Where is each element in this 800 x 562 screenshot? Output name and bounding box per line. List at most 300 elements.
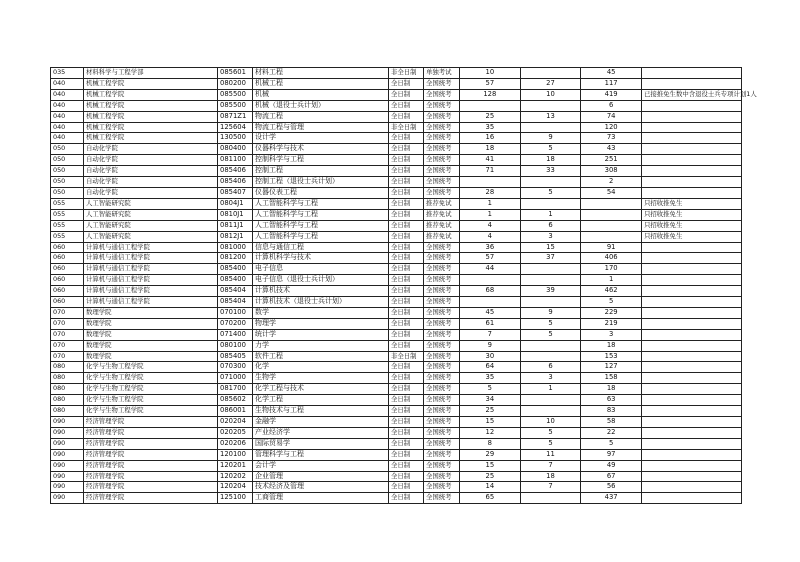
cell-college-name: 自动化学院 bbox=[84, 166, 218, 177]
cell-study-mode: 全日制 bbox=[389, 297, 424, 308]
cell-exempt-count bbox=[520, 406, 581, 417]
cell-remarks bbox=[642, 351, 742, 362]
cell-applicant-count: 97 bbox=[581, 449, 642, 460]
cell-exempt-count: 10 bbox=[520, 417, 581, 428]
cell-exam-type: 全国统考 bbox=[424, 78, 460, 89]
cell-major-code: 120204 bbox=[218, 482, 253, 493]
cell-plan-count: 18 bbox=[460, 144, 521, 155]
table-row bbox=[51, 89, 742, 100]
cell-study-mode: 全日制 bbox=[389, 78, 424, 89]
cell-major-code: 020206 bbox=[218, 438, 253, 449]
cell-major-name: 电子信息（退役士兵计划） bbox=[253, 275, 389, 286]
cell-college-name: 机械工程学院 bbox=[84, 133, 218, 144]
cell-college-name: 数理学院 bbox=[84, 351, 218, 362]
cell-major-name: 产业经济学 bbox=[253, 427, 389, 438]
cell-exam-type: 全国统考 bbox=[424, 253, 460, 264]
cell-college-code: 080 bbox=[51, 384, 84, 395]
table-row bbox=[51, 144, 742, 155]
cell-plan-count: 35 bbox=[460, 122, 521, 133]
cell-remarks bbox=[642, 253, 742, 264]
cell-applicant-count: 73 bbox=[581, 133, 642, 144]
cell-remarks bbox=[642, 111, 742, 122]
cell-major-code: 081100 bbox=[218, 155, 253, 166]
cell-major-code: 070300 bbox=[218, 362, 253, 373]
cell-exempt-count: 1 bbox=[520, 384, 581, 395]
cell-exam-type: 全国统考 bbox=[424, 493, 460, 504]
cell-study-mode: 全日制 bbox=[389, 231, 424, 242]
cell-college-code: 090 bbox=[51, 449, 84, 460]
cell-plan-count: 25 bbox=[460, 111, 521, 122]
cell-plan-count: 128 bbox=[460, 89, 521, 100]
cell-exam-type: 单独考试 bbox=[424, 68, 460, 79]
cell-college-name: 化学与生物工程学院 bbox=[84, 373, 218, 384]
table-row bbox=[51, 133, 742, 144]
cell-college-code: 090 bbox=[51, 460, 84, 471]
cell-college-name: 自动化学院 bbox=[84, 155, 218, 166]
cell-plan-count: 44 bbox=[460, 264, 521, 275]
cell-college-name: 经济管理学院 bbox=[84, 493, 218, 504]
cell-exam-type: 全国统考 bbox=[424, 471, 460, 482]
cell-exempt-count bbox=[520, 340, 581, 351]
cell-college-name: 人工智能研究院 bbox=[84, 209, 218, 220]
cell-exam-type: 全国统考 bbox=[424, 166, 460, 177]
cell-study-mode: 全日制 bbox=[389, 111, 424, 122]
cell-exam-type: 全国统考 bbox=[424, 318, 460, 329]
cell-study-mode: 全日制 bbox=[389, 460, 424, 471]
table-row bbox=[51, 493, 742, 504]
cell-major-code: 085602 bbox=[218, 395, 253, 406]
table-row bbox=[51, 187, 742, 198]
cell-applicant-count: 18 bbox=[581, 340, 642, 351]
cell-college-code: 080 bbox=[51, 395, 84, 406]
cell-major-name: 企业管理 bbox=[253, 471, 389, 482]
cell-applicant-count: 63 bbox=[581, 395, 642, 406]
cell-exam-type: 全国统考 bbox=[424, 417, 460, 428]
table-row bbox=[51, 438, 742, 449]
cell-exempt-count bbox=[520, 100, 581, 111]
cell-remarks bbox=[642, 187, 742, 198]
cell-exempt-count: 27 bbox=[520, 78, 581, 89]
cell-study-mode: 全日制 bbox=[389, 187, 424, 198]
cell-college-code: 090 bbox=[51, 438, 84, 449]
cell-college-code: 060 bbox=[51, 253, 84, 264]
cell-exam-type: 全国统考 bbox=[424, 362, 460, 373]
cell-study-mode: 全日制 bbox=[389, 242, 424, 253]
cell-plan-count: 4 bbox=[460, 231, 521, 242]
cell-college-code: 040 bbox=[51, 100, 84, 111]
cell-college-name: 数理学院 bbox=[84, 318, 218, 329]
cell-study-mode: 全日制 bbox=[389, 177, 424, 188]
cell-exam-type: 全国统考 bbox=[424, 133, 460, 144]
cell-major-name: 计算机技术（退役士兵计划） bbox=[253, 297, 389, 308]
cell-exempt-count bbox=[520, 122, 581, 133]
cell-major-code: 085406 bbox=[218, 166, 253, 177]
cell-college-name: 自动化学院 bbox=[84, 177, 218, 188]
cell-exempt-count: 37 bbox=[520, 253, 581, 264]
cell-major-code: 125604 bbox=[218, 122, 253, 133]
table-row bbox=[51, 373, 742, 384]
cell-remarks bbox=[642, 427, 742, 438]
cell-study-mode: 全日制 bbox=[389, 286, 424, 297]
cell-remarks bbox=[642, 100, 742, 111]
cell-major-name: 化学 bbox=[253, 362, 389, 373]
cell-major-name: 计算机科学与技术 bbox=[253, 253, 389, 264]
cell-college-code: 070 bbox=[51, 329, 84, 340]
cell-plan-count: 45 bbox=[460, 307, 521, 318]
cell-applicant-count: 1 bbox=[581, 275, 642, 286]
cell-college-code: 070 bbox=[51, 318, 84, 329]
cell-major-code: 070200 bbox=[218, 318, 253, 329]
cell-study-mode: 全日制 bbox=[389, 395, 424, 406]
cell-major-name: 物流工程 bbox=[253, 111, 389, 122]
cell-major-name: 设计学 bbox=[253, 133, 389, 144]
cell-plan-count bbox=[460, 275, 521, 286]
admissions-table-sheet bbox=[50, 67, 757, 504]
cell-major-name: 机械（退役士兵计划） bbox=[253, 100, 389, 111]
cell-applicant-count bbox=[581, 220, 642, 231]
cell-study-mode: 全日制 bbox=[389, 133, 424, 144]
cell-exempt-count bbox=[520, 68, 581, 79]
cell-plan-count: 34 bbox=[460, 395, 521, 406]
cell-college-name: 自动化学院 bbox=[84, 187, 218, 198]
cell-major-code: 071400 bbox=[218, 329, 253, 340]
cell-exempt-count: 7 bbox=[520, 482, 581, 493]
cell-college-name: 经济管理学院 bbox=[84, 460, 218, 471]
cell-major-name: 控制科学与工程 bbox=[253, 155, 389, 166]
cell-plan-count: 10 bbox=[460, 68, 521, 79]
cell-college-name: 数理学院 bbox=[84, 340, 218, 351]
cell-plan-count: 28 bbox=[460, 187, 521, 198]
table-row bbox=[51, 427, 742, 438]
table-row bbox=[51, 318, 742, 329]
cell-applicant-count: 153 bbox=[581, 351, 642, 362]
cell-major-code: 125100 bbox=[218, 493, 253, 504]
cell-study-mode: 全日制 bbox=[389, 384, 424, 395]
cell-applicant-count: 462 bbox=[581, 286, 642, 297]
cell-remarks bbox=[642, 329, 742, 340]
cell-exam-type: 推荐免试 bbox=[424, 231, 460, 242]
cell-major-code: 120201 bbox=[218, 460, 253, 471]
cell-applicant-count: 54 bbox=[581, 187, 642, 198]
cell-college-name: 经济管理学院 bbox=[84, 438, 218, 449]
cell-exam-type: 全国统考 bbox=[424, 395, 460, 406]
cell-study-mode: 全日制 bbox=[389, 373, 424, 384]
table-row bbox=[51, 242, 742, 253]
cell-major-name: 生物技术与工程 bbox=[253, 406, 389, 417]
cell-plan-count: 57 bbox=[460, 78, 521, 89]
cell-college-name: 计算机与通信工程学院 bbox=[84, 264, 218, 275]
cell-major-code: 080100 bbox=[218, 340, 253, 351]
cell-college-name: 化学与生物工程学院 bbox=[84, 406, 218, 417]
cell-study-mode: 全日制 bbox=[389, 449, 424, 460]
cell-exam-type: 全国统考 bbox=[424, 406, 460, 417]
cell-college-name: 经济管理学院 bbox=[84, 427, 218, 438]
cell-exam-type: 全国统考 bbox=[424, 242, 460, 253]
cell-major-name: 统计学 bbox=[253, 329, 389, 340]
cell-remarks bbox=[642, 307, 742, 318]
cell-applicant-count: 5 bbox=[581, 438, 642, 449]
cell-applicant-count: 437 bbox=[581, 493, 642, 504]
cell-remarks bbox=[642, 384, 742, 395]
cell-major-name: 软件工程 bbox=[253, 351, 389, 362]
cell-remarks bbox=[642, 482, 742, 493]
cell-study-mode: 全日制 bbox=[389, 89, 424, 100]
cell-college-code: 080 bbox=[51, 362, 84, 373]
cell-applicant-count: 22 bbox=[581, 427, 642, 438]
cell-major-code: 071000 bbox=[218, 373, 253, 384]
cell-college-code: 035 bbox=[51, 68, 84, 79]
cell-college-code: 080 bbox=[51, 406, 84, 417]
cell-study-mode: 全日制 bbox=[389, 253, 424, 264]
cell-remarks bbox=[642, 166, 742, 177]
cell-remarks bbox=[642, 493, 742, 504]
cell-applicant-count: 56 bbox=[581, 482, 642, 493]
cell-exam-type: 全国统考 bbox=[424, 427, 460, 438]
cell-college-code: 055 bbox=[51, 231, 84, 242]
cell-college-code: 040 bbox=[51, 122, 84, 133]
cell-college-code: 050 bbox=[51, 144, 84, 155]
cell-college-code: 050 bbox=[51, 187, 84, 198]
cell-college-code: 040 bbox=[51, 111, 84, 122]
table-row bbox=[51, 384, 742, 395]
cell-exempt-count: 5 bbox=[520, 427, 581, 438]
table-row bbox=[51, 395, 742, 406]
cell-study-mode: 全日制 bbox=[389, 144, 424, 155]
cell-college-name: 数理学院 bbox=[84, 329, 218, 340]
cell-college-code: 060 bbox=[51, 264, 84, 275]
cell-exam-type: 全国统考 bbox=[424, 275, 460, 286]
cell-college-code: 040 bbox=[51, 78, 84, 89]
cell-college-code: 080 bbox=[51, 373, 84, 384]
cell-applicant-count: 58 bbox=[581, 417, 642, 428]
cell-exempt-count: 6 bbox=[520, 220, 581, 231]
cell-plan-count: 36 bbox=[460, 242, 521, 253]
cell-college-code: 090 bbox=[51, 417, 84, 428]
cell-remarks bbox=[642, 318, 742, 329]
cell-major-code: 085500 bbox=[218, 89, 253, 100]
cell-exam-type: 全国统考 bbox=[424, 286, 460, 297]
cell-exempt-count bbox=[520, 493, 581, 504]
cell-applicant-count: 117 bbox=[581, 78, 642, 89]
table-row bbox=[51, 471, 742, 482]
table-row bbox=[51, 417, 742, 428]
cell-exam-type: 全国统考 bbox=[424, 111, 460, 122]
cell-exempt-count: 3 bbox=[520, 231, 581, 242]
cell-exempt-count: 39 bbox=[520, 286, 581, 297]
cell-major-name: 机械工程 bbox=[253, 78, 389, 89]
cell-exempt-count bbox=[520, 395, 581, 406]
cell-major-name: 材料工程 bbox=[253, 68, 389, 79]
cell-major-code: 0871Z1 bbox=[218, 111, 253, 122]
cell-remarks bbox=[642, 340, 742, 351]
cell-plan-count: 30 bbox=[460, 351, 521, 362]
cell-college-code: 040 bbox=[51, 133, 84, 144]
cell-major-name: 国际贸易学 bbox=[253, 438, 389, 449]
cell-exempt-count: 9 bbox=[520, 307, 581, 318]
cell-college-name: 计算机与通信工程学院 bbox=[84, 297, 218, 308]
cell-major-name: 电子信息 bbox=[253, 264, 389, 275]
cell-major-code: 0811J1 bbox=[218, 220, 253, 231]
table-row bbox=[51, 122, 742, 133]
cell-exam-type: 全国统考 bbox=[424, 177, 460, 188]
cell-remarks bbox=[642, 373, 742, 384]
table-row bbox=[51, 307, 742, 318]
cell-exempt-count: 18 bbox=[520, 471, 581, 482]
cell-college-code: 060 bbox=[51, 275, 84, 286]
cell-study-mode: 全日制 bbox=[389, 427, 424, 438]
cell-exam-type: 全国统考 bbox=[424, 460, 460, 471]
table-row bbox=[51, 406, 742, 417]
cell-college-code: 050 bbox=[51, 155, 84, 166]
cell-college-code: 060 bbox=[51, 242, 84, 253]
cell-remarks: 只招收推免生 bbox=[642, 220, 742, 231]
cell-plan-count bbox=[460, 297, 521, 308]
cell-major-name: 工商管理 bbox=[253, 493, 389, 504]
cell-remarks bbox=[642, 122, 742, 133]
cell-applicant-count: 49 bbox=[581, 460, 642, 471]
cell-remarks bbox=[642, 449, 742, 460]
cell-plan-count: 9 bbox=[460, 340, 521, 351]
cell-major-name: 会计学 bbox=[253, 460, 389, 471]
table-row bbox=[51, 166, 742, 177]
cell-remarks bbox=[642, 133, 742, 144]
cell-exam-type: 全国统考 bbox=[424, 89, 460, 100]
table-row bbox=[51, 155, 742, 166]
cell-study-mode: 全日制 bbox=[389, 275, 424, 286]
table-row bbox=[51, 351, 742, 362]
cell-major-name: 仪器仪表工程 bbox=[253, 187, 389, 198]
cell-exam-type: 全国统考 bbox=[424, 373, 460, 384]
cell-exam-type: 推荐免试 bbox=[424, 220, 460, 231]
cell-major-name: 力学 bbox=[253, 340, 389, 351]
cell-plan-count: 29 bbox=[460, 449, 521, 460]
cell-remarks: 只招收推免生 bbox=[642, 231, 742, 242]
cell-major-name: 人工智能科学与工程 bbox=[253, 198, 389, 209]
cell-remarks bbox=[642, 275, 742, 286]
cell-applicant-count: 419 bbox=[581, 89, 642, 100]
cell-college-code: 055 bbox=[51, 198, 84, 209]
table-row bbox=[51, 177, 742, 188]
cell-plan-count: 16 bbox=[460, 133, 521, 144]
cell-plan-count: 1 bbox=[460, 198, 521, 209]
cell-major-name: 人工智能科学与工程 bbox=[253, 231, 389, 242]
cell-college-name: 计算机与通信工程学院 bbox=[84, 275, 218, 286]
cell-college-code: 090 bbox=[51, 482, 84, 493]
cell-remarks bbox=[642, 264, 742, 275]
cell-college-name: 机械工程学院 bbox=[84, 111, 218, 122]
cell-major-name: 仪器科学与技术 bbox=[253, 144, 389, 155]
cell-major-code: 086001 bbox=[218, 406, 253, 417]
cell-plan-count: 4 bbox=[460, 220, 521, 231]
cell-applicant-count: 5 bbox=[581, 297, 642, 308]
cell-plan-count: 64 bbox=[460, 362, 521, 373]
cell-plan-count: 68 bbox=[460, 286, 521, 297]
cell-college-name: 人工智能研究院 bbox=[84, 198, 218, 209]
cell-applicant-count: 170 bbox=[581, 264, 642, 275]
table-row bbox=[51, 482, 742, 493]
cell-applicant-count: 83 bbox=[581, 406, 642, 417]
cell-college-name: 化学与生物工程学院 bbox=[84, 395, 218, 406]
cell-major-code: 080200 bbox=[218, 78, 253, 89]
cell-college-name: 化学与生物工程学院 bbox=[84, 362, 218, 373]
cell-major-name: 管理科学与工程 bbox=[253, 449, 389, 460]
cell-remarks bbox=[642, 286, 742, 297]
cell-study-mode: 非全日制 bbox=[389, 122, 424, 133]
cell-applicant-count: 406 bbox=[581, 253, 642, 264]
cell-college-name: 计算机与通信工程学院 bbox=[84, 253, 218, 264]
cell-remarks bbox=[642, 155, 742, 166]
cell-exempt-count bbox=[520, 275, 581, 286]
cell-college-name: 机械工程学院 bbox=[84, 78, 218, 89]
cell-plan-count: 71 bbox=[460, 166, 521, 177]
cell-study-mode: 全日制 bbox=[389, 198, 424, 209]
cell-exam-type: 全国统考 bbox=[424, 340, 460, 351]
cell-college-name: 计算机与通信工程学院 bbox=[84, 286, 218, 297]
cell-exempt-count: 9 bbox=[520, 133, 581, 144]
cell-remarks: 只招收推免生 bbox=[642, 209, 742, 220]
cell-applicant-count: 74 bbox=[581, 111, 642, 122]
cell-major-code: 130500 bbox=[218, 133, 253, 144]
cell-remarks bbox=[642, 471, 742, 482]
cell-major-name: 机械 bbox=[253, 89, 389, 100]
cell-major-code: 085404 bbox=[218, 286, 253, 297]
cell-remarks bbox=[642, 417, 742, 428]
cell-college-code: 050 bbox=[51, 166, 84, 177]
cell-exempt-count bbox=[520, 198, 581, 209]
table-row bbox=[51, 231, 742, 242]
cell-study-mode: 全日制 bbox=[389, 471, 424, 482]
cell-college-name: 机械工程学院 bbox=[84, 122, 218, 133]
cell-college-name: 计算机与通信工程学院 bbox=[84, 242, 218, 253]
cell-exam-type: 全国统考 bbox=[424, 307, 460, 318]
cell-exempt-count: 33 bbox=[520, 166, 581, 177]
cell-exempt-count: 5 bbox=[520, 329, 581, 340]
cell-major-name: 信息与通信工程 bbox=[253, 242, 389, 253]
cell-exam-type: 全国统考 bbox=[424, 187, 460, 198]
table-row bbox=[51, 329, 742, 340]
cell-college-name: 数理学院 bbox=[84, 307, 218, 318]
cell-study-mode: 全日制 bbox=[389, 493, 424, 504]
cell-exempt-count: 18 bbox=[520, 155, 581, 166]
cell-exempt-count: 7 bbox=[520, 460, 581, 471]
cell-remarks bbox=[642, 362, 742, 373]
cell-plan-count: 35 bbox=[460, 373, 521, 384]
cell-major-code: 080400 bbox=[218, 144, 253, 155]
cell-exam-type: 全国统考 bbox=[424, 100, 460, 111]
cell-college-name: 化学与生物工程学院 bbox=[84, 384, 218, 395]
table-row bbox=[51, 78, 742, 89]
cell-applicant-count: 2 bbox=[581, 177, 642, 188]
cell-plan-count: 57 bbox=[460, 253, 521, 264]
table-row bbox=[51, 68, 742, 79]
cell-major-code: 081200 bbox=[218, 253, 253, 264]
cell-study-mode: 全日制 bbox=[389, 220, 424, 231]
cell-plan-count: 7 bbox=[460, 329, 521, 340]
cell-study-mode: 全日制 bbox=[389, 482, 424, 493]
cell-applicant-count bbox=[581, 231, 642, 242]
cell-applicant-count: 229 bbox=[581, 307, 642, 318]
cell-exam-type: 全国统考 bbox=[424, 264, 460, 275]
cell-major-name: 控制工程 bbox=[253, 166, 389, 177]
cell-plan-count: 61 bbox=[460, 318, 521, 329]
cell-plan-count: 25 bbox=[460, 471, 521, 482]
cell-study-mode: 全日制 bbox=[389, 417, 424, 428]
cell-remarks bbox=[642, 438, 742, 449]
cell-study-mode: 全日制 bbox=[389, 438, 424, 449]
cell-major-code: 085500 bbox=[218, 100, 253, 111]
cell-major-code: 020204 bbox=[218, 417, 253, 428]
cell-study-mode: 全日制 bbox=[389, 155, 424, 166]
